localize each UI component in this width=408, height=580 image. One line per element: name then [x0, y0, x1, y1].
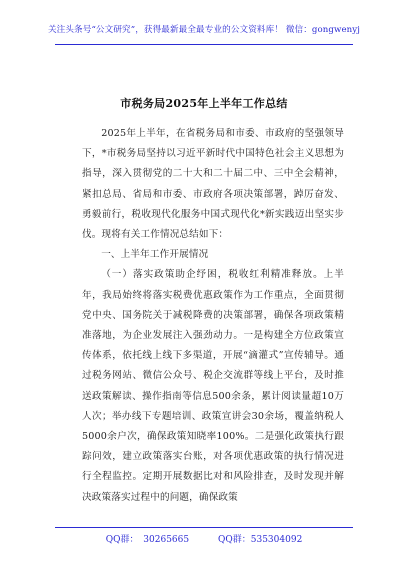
document-body	[82, 124, 344, 508]
footer-divider	[55, 527, 353, 528]
footer-qq-group-1: QQ群： 30265665	[105, 535, 190, 545]
header-divider	[55, 44, 353, 45]
section-heading: 一、上半年工作开展情况	[101, 249, 209, 261]
header-note: 关注头条号“公文研究”，获得最新最全最专业的公文资料库！ 微信：gongwenyj	[47, 25, 361, 35]
footer-note	[0, 532, 408, 545]
paragraph-intro: 2025年上半年，在省税务局和市委、市政府的坚强领导下，*市税务局坚持以习近平新时代中国特色社会主义思想为指导，深入贯彻党的二十大和二十届二中、三中全会精神，紧扣总局、省局和市委、市政府各项决策部署，踔厉奋发、勇毅前行，税收现代化服务中国式现代化*新实践迈出坚实步伐。现将有关工作情况总结如下：	[82, 128, 344, 241]
document-title: 市税务局2025年上半年工作总结	[120, 97, 288, 110]
footer-qq-group-2: QQ群：535304092	[218, 535, 303, 545]
paragraph-policy: （一）落实政策助企纾困，税收红利精准释放。上半年，我局始终将落实税费优惠政策作为工作重点，全面贯彻党中央、国务院关于减税降费的决策部署，确保各项政策精准落地，为企业发展注入强劲动力。一是构建全方位政策宣传体系，依托线上线下多渠道，开展“滴灌式”宣传辅导。通过税务网站、微信公众号、税企交流群等线上平台，及时推送政策解读、操作指南等信息500余条，累计阅读量超10万人次；举办线下专题培训、政策宣讲会30余场，覆盖纳税人5000余户次，确保政策知晓率100%。二是强化政策执行跟踪问效，建立政策落实台账，对各项优惠政策的执行情况进行全程监控。定期开展数据比对和风险排查，及时发现并解决政策落实过程中的问题，确保政策	[82, 269, 344, 503]
